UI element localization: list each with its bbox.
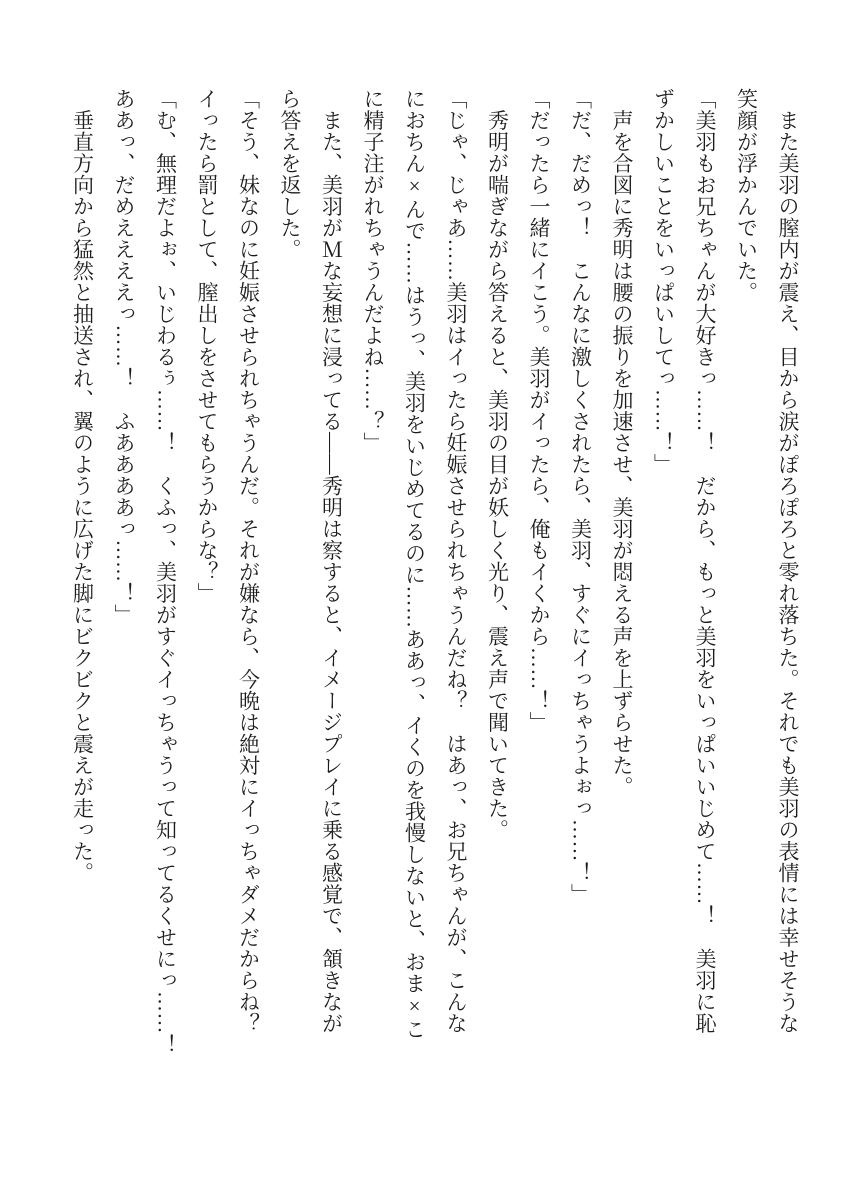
text-column-17: ああっ、だめええええっ……！ ふああああっ……！」 <box>112 88 136 626</box>
text-column-6: 「だ、だめっ！ こんなに激しくされたら、美羽、すぐにイっちゃうよぉっ……！」 <box>568 88 593 905</box>
text-column-15: イったら罰として、膣出しをさせてもらうからな？」 <box>195 88 219 604</box>
text-column-13: ら答えを返した。 <box>278 88 302 260</box>
text-column-8: 秀明が喘ぎながら答えると、美羽の目が妖しく光り、震え声で聞いてきた。 <box>485 88 510 841</box>
text-column-14: 「そう、妹なのに妊娠させられちゃうんだ。それが嫌なら、今晩は絶対にイっちゃダメだからね？ <box>236 88 261 1034</box>
text-column-11: に精子注がれちゃうんだよね……？」 <box>361 88 385 454</box>
text-column-10: におちん×んで……はうっ、美羽をいじめてるのに……ああっ、イくのを我慢しないと、おま×こ <box>402 88 427 1040</box>
text-column-2: 笑顔が浮かんでいた。 <box>734 88 759 303</box>
text-column-12: また、美羽がＭな妄想に浸ってる――秀明は察すると、イメージプレイに乗る感覚で、頷きなが <box>319 88 344 1034</box>
text-column-9: 「じゃ、じゃあ……美羽はイったら妊娠させられちゃうんだね？ はあっ、お兄ちゃんが、こんな <box>444 88 468 1034</box>
text-column-1: また美羽の膣内が震え、目から涙がぽろぽろと零れ落ちた。それでも美羽の表情には幸せそうな <box>776 88 800 1034</box>
text-column-7: 「だったら一緒にイこう。美羽がイったら、俺もイくから……！」 <box>527 88 551 733</box>
text-column-4: ずかしいことをいっぱいしてっ……！」 <box>651 88 676 475</box>
text-column-16: 「む、無理だよぉ、いじわるぅ……！ くふっ、美羽がすぐイっちゃうって知ってるくせにっ……！ <box>153 88 178 1056</box>
text-column-5: 声を合図に秀明は腰の振りを加速させ、美羽が悶える声を上ずらせた。 <box>610 88 634 798</box>
text-column-18: 垂直方向から猛然と抽送され、翼のように広げた脚にビクビクと震えが走った。 <box>70 88 95 884</box>
text-column-3: 「美羽もお兄ちゃんが大好きっ……！ だから、もっと美羽をいっぱいいじめて……！ 美羽に恥 <box>693 88 717 1034</box>
vertical-text-block <box>61 88 808 1098</box>
